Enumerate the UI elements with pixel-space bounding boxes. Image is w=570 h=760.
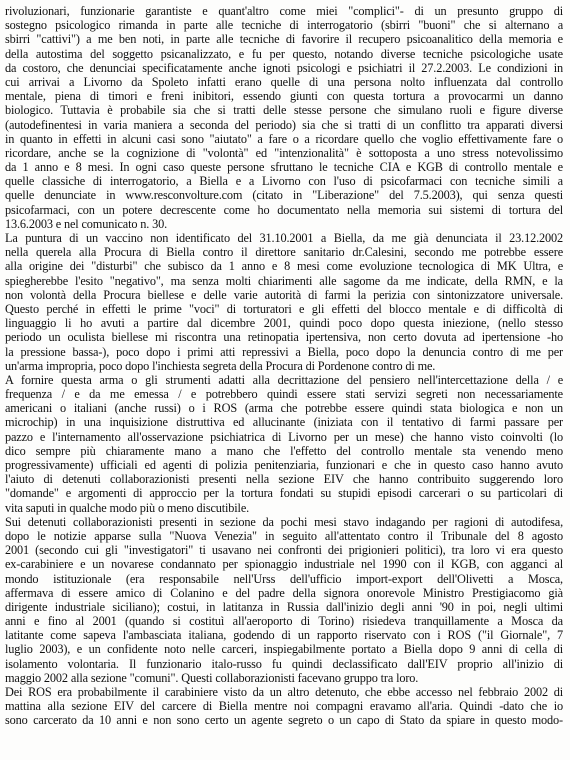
- text-line: mattina alla sezione EIV del carcere di Biella mentre noi compagni eravamo all'aria. Quindi -dato che io: [5, 699, 563, 714]
- text-line: l'aiuto di detenuti collaborazionisti presenti nella sezione EIV che hanno contribuito suggerendo loro: [5, 472, 563, 487]
- body-text: [5, 4, 563, 728]
- text-line: ex-carabiniere e un novarese condannato per spionaggio industriale nel 1990 con il KGB, con agganci al: [5, 557, 563, 572]
- text-line: affermava di essere amico di Colanino e del padre della signora onorevole Ministro Prestigiacomo già: [5, 585, 563, 600]
- text-line: "domande" e argomenti di approccio per la tortura fondati su stupidi episodi carcerari o su particolari di: [5, 486, 563, 501]
- text-line: isolamento volontaria. Il funzionario italo-russo fu quindi declassificato dall'EIV proprio all'inizio di: [5, 656, 563, 671]
- text-line: (autodefinentesi in varia maniera a seconda del periodo) sia che si tratti di un conflitto tra apparati diversi: [5, 117, 563, 132]
- text-line: A fornire questa arma o gli strumenti adatti alla decrittazione del pensiero nell'intercettazione della / e: [5, 372, 563, 387]
- text-line: mondo istituzionale (era responsabile nell'Urss dell'ufficio import-export dell'Olivetti a Mosca,: [5, 571, 563, 586]
- text-line: cui arrivai a Livorno da Spoleto infatti erano quelle di una persona nolto influenzata dal controllo: [5, 74, 563, 89]
- text-line: Dei ROS era probabilmente il carabiniere visto da un altro detenuto, che ebbe accesso nel febbraio 2002 di: [5, 685, 563, 699]
- text-line: americani o italiani (anche russi) o i ROS (arma che potrebbe essere quindi stata biologica e non un: [5, 401, 563, 416]
- text-line: da costoro, che denunciai specificatamente anche ignoti psicologi e psichiatri il 27.2.2003. Le condizioni in: [5, 60, 563, 75]
- text-line: microchip) in una inquisizione distruttiva ed allucinante (iniziata con il tentativo di farmi passare per: [5, 415, 563, 430]
- text-line: rivoluzionari, funzionarie garantiste e quant'altro come miei "complici"- di un presunto gruppo di: [5, 4, 563, 18]
- text-line: progressivamente) ufficiali ed agenti di polizia penitenziaria, funzionari e che in questo caso hanno avuto: [5, 458, 563, 472]
- text-line: biologico. Tuttavia è probabile sia che si tratti delle stesse persone che simulano ruoli e figure diverse: [5, 103, 563, 118]
- text-line: della autostima del soggetto psicanalizzato, e fu per questo, notando diverse tecniche psicologiche usate: [5, 46, 563, 61]
- text-line: spiegherebbe l'esito "negativo", ma senza molti chiarimenti alle sagome da me indicate, della RMN, e la: [5, 273, 563, 288]
- text-line: sbirri "cattivi") a me ben noti, in parte alle tecniche di favorire il recupero psicoanalitico della memoria e: [5, 32, 563, 47]
- text-line: latitante come sapeva l'ambasciata italiana, godendo di un rapporto riservato con i ROS ("il Giornale", 7: [5, 628, 563, 643]
- text-line: vita saputi in qualche modo più o meno discutibile.: [5, 500, 250, 515]
- text-line: anni e fino al 2001 (quando si costituì all'aeroporto di Torino) risiedeva tranquillamente a Mosca da: [5, 614, 563, 629]
- text-line: luglio 2003), e un confidente noto nelle carceri, inspiegabilmente portato a Biella dopo 9 anni di cella di: [5, 642, 563, 657]
- text-line: dirigente industriale siciliano); costui, in latitanza in Russia dall'inizio degli anni '90 in poi, negli ultimi: [5, 599, 563, 614]
- text-line: sono carcerato da 10 anni e non sono certo un agente segreto o un capo di Stato da spiare in questo modo-: [5, 713, 563, 728]
- text-line: alla origine dei "disturbi" che subisco da 1 anno e 8 mesi come evoluzione tecnologica di MK Ultra, e: [5, 259, 563, 274]
- text-line: da 1 anno e 8 mesi. In ogni caso queste persone sfruttano le tecniche CIA e KGB di controllo mentale e: [5, 160, 563, 175]
- text-line: periodo un oculista biellese mi riscontra una retinopatia ipertensiva, non certo dovuta ad ipertensione -ho: [5, 330, 563, 345]
- text-line: la pressione bassa-), poco dopo i primi atti repressivi a Biella, poco dopo la denuncia contro di me per: [5, 344, 563, 359]
- text-line: non volontà della Procura biellese e delle varie autorità di farmi la perizia con sintonizzatore universale.: [5, 287, 563, 302]
- text-line: nella querela alla Procura di Biella contro il direttore sanitario dr.Calesini, secondo me potrebbe essere: [5, 245, 563, 260]
- text-line: quelle classiche di interrogatorio, a Biella e a Livorno con l'uso di psicofarmaci con tecniche simili a: [5, 174, 563, 189]
- text-line: Questo perché in effetti le prime "voci" di torturatori e gli effetti del blocco mentale e di difficoltà di: [5, 301, 563, 316]
- text-line: La puntura di un vaccino non identificato del 31.10.2001 a Biella, da me già denunciata il 23.12.2002: [5, 231, 563, 245]
- text-line: quelle denunciate in www.resconvolture.com (citato in "Liberazione" del 7.5.2003), qui senza questi: [5, 188, 563, 203]
- text-line: pazzo e l'internamento all'osservazione psichiatrica di Livorno per un mese) che hanno visto coinvolti (lo: [5, 429, 563, 444]
- text-line: ricordare, anche se la cognizione di "volontà" ed "intenzionalità" è sottoposta a uno stress notevolissimo: [5, 145, 563, 160]
- text-line: un'arma impropria, poco dopo l'inchiesta segreta della Procura di Pordenone contro di me.: [5, 358, 436, 373]
- text-line: dico sempre più chiaramente mano a mano che l'effetto del controllo mentale sta venendo meno: [5, 443, 563, 458]
- text-line: frequenza / e da me emessa / e potrebbero quindi essere stati servizi segreti non necessariamente: [5, 387, 563, 402]
- text-line: 13.6.2003 e nel comunicato n. 30.: [5, 216, 168, 231]
- text-line: sostegno psicologico rimanda in parte alle tecniche di interrogatorio (sbirri "buoni" che si alternano a: [5, 18, 563, 33]
- text-line: in quanto in effetti in alcuni casi sono "aiutato" a fare o a ricordare quello che voglio effettivamente fare o: [5, 131, 563, 146]
- text-line: psicofarmaci, con un potere decrescente come ho documentato nella memoria sui sistemi di tortura del: [5, 202, 563, 217]
- text-line: maggio 2002 alla sezione "comuni". Questi collaborazionisti facevano gruppo tra loro.: [5, 670, 419, 685]
- text-line: dopo le notizie apparse sulla "Nuova Venezia" in seguito all'attentato contro il Tribunale del 8 agosto: [5, 528, 563, 543]
- text-line: mentale, piena di timori e freni inibitori, essendo giunti con questa tortura a provocarmi un danno: [5, 89, 563, 104]
- text-line: Sui detenuti collaborazionisti presenti in sezione da pochi mesi stavo indagando per ragioni di autodifesa,: [5, 514, 563, 529]
- text-line: linguaggio li ho avuti a partire dal dicembre 2001, quindi poco dopo questa iniezione, (nello stesso: [5, 316, 563, 331]
- text-line: 2001 (secondo cui gli "investigatori" ti usavano nei confronti dei prigionieri politici), tra loro vi era questo: [5, 543, 563, 558]
